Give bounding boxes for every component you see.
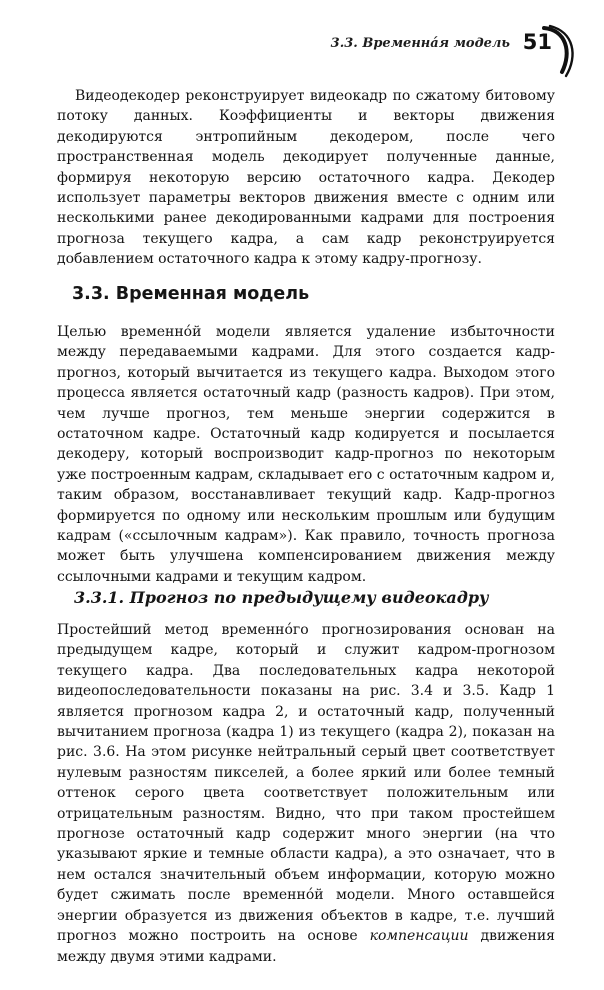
subsection-title: 3.3.1. Прогноз по предыдущему видеокадру xyxy=(74,588,489,607)
page-header xyxy=(0,30,604,80)
page-number-arc-icon xyxy=(536,22,576,82)
running-head: 3.3. Временнáя модель xyxy=(330,36,510,51)
subsection-paragraph-text: Простейший метод временнóго прогнозирования основан на предыдущем кадре, который и служит кадром-прогнозом текущего кадра. Два последовательных кадра некоторой видеопоследовательности показаны на рис. 3.4 и 3.5. Кадр 1 является прогнозом кадра 2, и остаточный кадр, полученный вычитанием прогноза (кадра 1) из текущего (кадра 2), показан на рис. 3.6. На этом рисунке нейтральный серый цвет соответствует нулевым разностям пикселей, а более яркий или более темный оттенок серого цвета соответствует положительным или отрицательным разностям. Видно, что при таком простейшем прогнозе остаточный кадр содержит много энергии (на что указывают яркие и темные области кадра), а это означает, что в нем остался значительный объем информации, которую можно будет сжимать после временнóй модели. Много оставшейся энергии образуется из движения объектов в кадре, т.е. лучший прогноз можно построить на основе xyxy=(57,622,555,945)
section-title: 3.3. Временная модель xyxy=(72,284,310,304)
subsection-paragraph xyxy=(57,620,555,967)
emphasized-term: компенсации xyxy=(369,928,469,945)
intro-paragraph: Видеодекодер реконструирует видеокадр по сжатому битовому потоку данных. Коэффициенты и векторы движения декодируются энтропийным декодером, после чего пространственная модель декодирует полученные данные, формируя некоторую версию остаточного кадра. Декодер использует параметры векторов движения вместе с одним или несколькими ранее декодированными кадрами для построения прогноза текущего кадра, а сам кадр реконструируется добавлением остаточного кадра к этому кадру-прогнозу. xyxy=(57,88,555,268)
page-number: 51 xyxy=(522,30,552,54)
subsection-paragraph-ending: движения между двумя этими кадрами. xyxy=(57,928,556,965)
section-paragraph: Целью временнóй модели является удаление избыточности между передаваемыми кадрами. Для этого создается кадр-прогноз, который вычитается из текущего кадра. Выходом этого процесса является остаточный кадр (разность кадров). При этом, чем лучше прогноз, тем меньше энергии содержится в остаточном кадре. Остаточный кадр кодируется и посылается декодеру, который воспроизводит кадр-прогноз по некоторым уже построенным кадрам, складывает его с остаточным кадром и, таким образом, восстанавливает текущий кадр. Кадр-прогноз формируется по одному или нескольким прошлым или будущим кадрам («ссылочным кадрам»). Как правило, точность прогноза может быть улучшена компенсированием движения между ссылочными кадрами и текущим кадром. xyxy=(57,324,555,585)
